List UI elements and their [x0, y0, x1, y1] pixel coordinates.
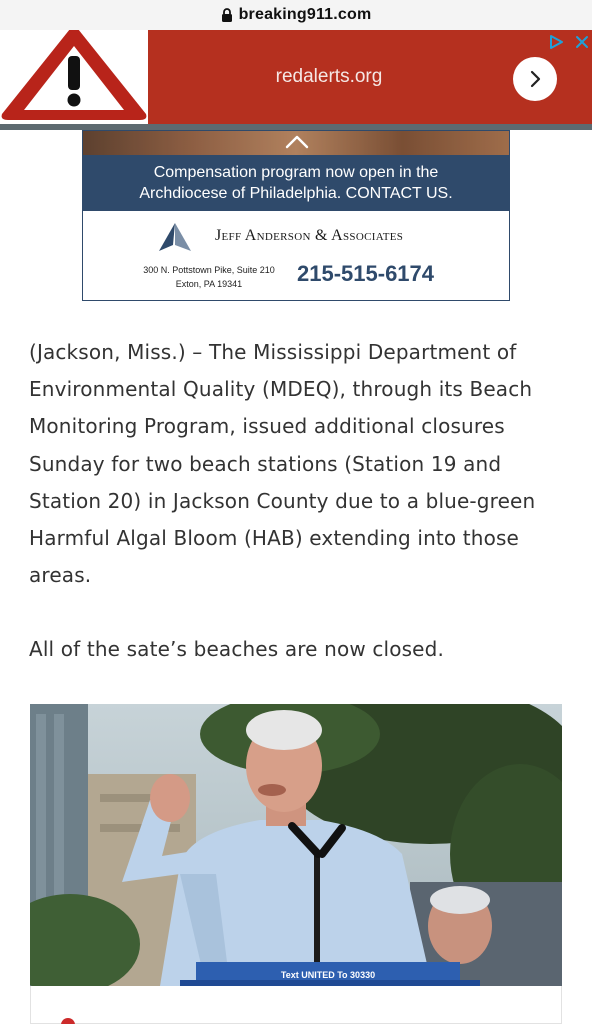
address-bar[interactable]: [0, 0, 592, 30]
firm-name: Jeff Anderson & Associates: [215, 227, 404, 244]
top-ad-banner[interactable]: [0, 30, 592, 124]
inline-ad[interactable]: [82, 130, 510, 301]
article-photo[interactable]: [30, 704, 562, 986]
article-paragraph: (Jackson, Miss.) – The Mississippi Department of Environmental Quality (MDEQ), through its Beach Monitoring Program, issued additional closures Sunday for two beach stations (Station 19 and Station 20) in Jackson County due to a blue-green Harmful Algal Bloom (HAB) extending into those areas.: [29, 340, 536, 588]
address-line2: Exton, PA 19341: [175, 279, 243, 289]
adchoices-icon[interactable]: [548, 34, 564, 50]
ad-banner-line1: Compensation program now open in the: [153, 164, 439, 181]
warning-triangle-icon: [0, 30, 148, 124]
ad-go-button[interactable]: [513, 57, 557, 101]
photo-caption-card: [30, 986, 562, 1024]
firm-logo-icon: [157, 221, 191, 253]
ad-link-text[interactable]: redalerts.org: [275, 66, 383, 87]
firm-phone[interactable]: 215-515-6174: [297, 261, 435, 286]
red-dot-icon: [61, 1018, 75, 1024]
speaker-photo-image: [30, 704, 562, 986]
close-icon[interactable]: [574, 34, 590, 50]
ad-banner-line2: Archdiocese of Philadelphia. CONTACT US.: [139, 185, 453, 202]
chevron-up-icon[interactable]: [283, 133, 311, 151]
chevron-right-icon: [527, 70, 543, 88]
url-domain: breaking911.com: [238, 6, 372, 23]
article-body: [29, 334, 569, 661]
ad-banner-text: [83, 155, 509, 211]
lock-icon: [221, 8, 233, 22]
podium-sign-text: Text UNITED To 30330: [280, 970, 376, 980]
article-paragraph: All of the sate’s beaches are now closed.: [29, 637, 444, 661]
address-line1: 300 N. Pottstown Pike, Suite 210: [143, 265, 275, 275]
firm-address: [129, 263, 289, 291]
ad-choices[interactable]: [548, 32, 590, 52]
